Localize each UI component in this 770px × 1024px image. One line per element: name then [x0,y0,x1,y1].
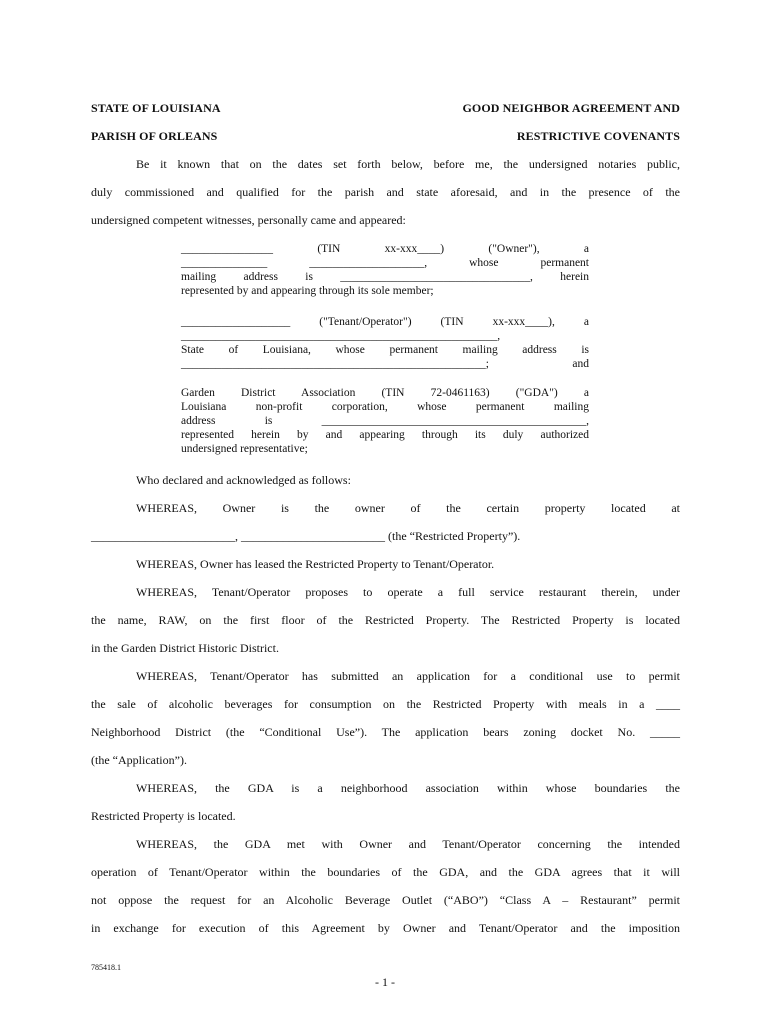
header-title-line-1: GOOD NEIGHBOR AGREEMENT AND [462,101,680,115]
body-line: operation of Tenant/Operator within the boundaries of the GDA, and the GDA agrees that it will [91,865,680,879]
body-line: in the Garden District Historic District. [91,641,279,655]
party-gda-line: Garden District Association (TIN 72-0461163) ("GDA") a [181,387,589,399]
party-gda-block [181,386,589,456]
header-state: STATE OF LOUISIANA [91,101,221,115]
body-line: WHEREAS, the GDA is a neighborhood association within whose boundaries the [136,781,680,795]
party-tenant-block [181,315,589,371]
page-number: - 1 - [375,975,395,989]
party-gda-line: Louisiana non-profit corporation, whose permanent mailing [181,401,589,413]
party-tenant-line: ___________________ ("Tenant/Operator") (TIN xx-xxx____), a [181,316,589,328]
body-line: WHEREAS, Tenant/Operator proposes to operate a full service restaurant therein, under [136,585,680,599]
body-line: the sale of alcoholic beverages for consumption on the Restricted Property with meals in a ____ [91,697,680,711]
party-tenant-line: _____________________________________________________; and [181,358,589,370]
party-owner-line: mailing address is _________________________________, herein [181,271,589,283]
body-line: not oppose the request for an Alcoholic Beverage Outlet (“ABO”) “Class A – Restaurant” permit [91,893,680,907]
party-owner-line: represented by and appearing through its sole member; [181,285,434,297]
body-line: the name, RAW, on the first floor of the Restricted Property. The Restricted Property is located [91,613,680,627]
party-gda-line: undersigned representative; [181,443,308,455]
body-line: WHEREAS, Owner has leased the Restricted Property to Tenant/Operator. [136,557,495,571]
party-tenant-line: _______________________________________________________, [181,330,501,342]
body-line: Who declared and acknowledged as follows: [136,473,351,487]
document-id: 785418.1 [91,963,121,972]
body-line: (the “Application”). [91,753,187,767]
body-line: WHEREAS, Tenant/Operator has submitted an application for a conditional use to permit [136,669,680,683]
party-gda-line: represented herein by and appearing through its duly authorized [181,429,589,441]
intro-line-2: duly commissioned and qualified for the parish and state aforesaid, and in the presence of the [91,185,680,199]
body-line: WHEREAS, Owner is the owner of the certain property located at [136,501,680,515]
party-owner-line: _______________ ____________________, whose permanent [181,257,589,269]
intro-line-1: Be it known that on the dates set forth below, before me, the undersigned notaries public, [136,157,680,171]
body-line: WHEREAS, the GDA met with Owner and Tenant/Operator concerning the intended [136,837,680,851]
intro-line-3: undersigned competent witnesses, personally came and appeared: [91,213,406,227]
body-line: in exchange for execution of this Agreement by Owner and Tenant/Operator and the imposition [91,921,680,935]
party-gda-line: address is ______________________________________________, [181,415,589,427]
body-line: Restricted Property is located. [91,809,236,823]
body-line: Neighborhood District (the “Conditional Use”). The application bears zoning docket No. _____ [91,725,680,739]
header-parish: PARISH OF ORLEANS [91,129,218,143]
party-owner-block [181,242,589,298]
party-owner-line: ________________ (TIN xx-xxx____) ("Owner"), a [181,243,589,255]
party-tenant-line: State of Louisiana, whose permanent mailing address is [181,344,589,356]
header-title-line-2: RESTRICTIVE COVENANTS [516,129,680,143]
body-line: ________________________, ________________________ (the “Restricted Property”). [91,529,521,543]
